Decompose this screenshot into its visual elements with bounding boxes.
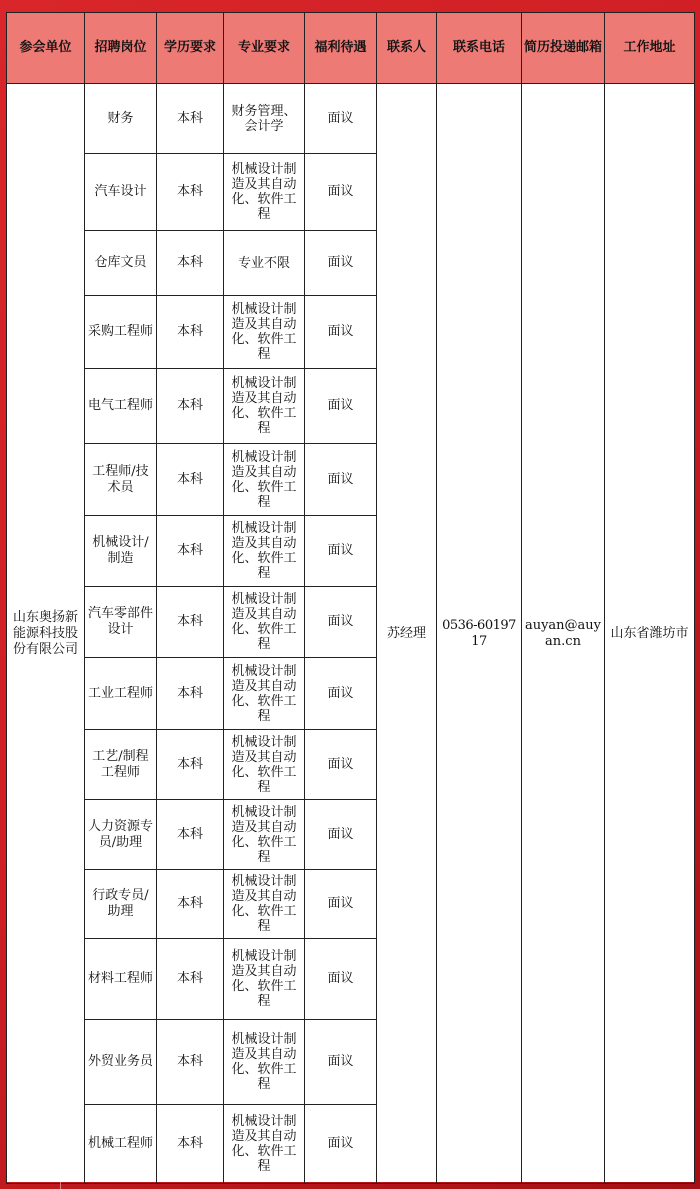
position-cell: 仓库文员 [85,231,157,296]
benefits-cell: 面议 [305,658,377,730]
benefits-cell: 面议 [305,516,377,587]
address-cell: 山东省潍坊市 [605,84,695,1184]
header-address: 工作地址 [605,13,695,84]
education-cell: 本科 [157,231,224,296]
education-cell: 本科 [157,939,224,1020]
benefits-cell: 面议 [305,1020,377,1105]
education-cell: 本科 [157,800,224,870]
benefits-cell: 面议 [305,800,377,870]
position-cell: 工程师/技术员 [85,444,157,516]
major-cell: 专业不限 [224,231,305,296]
major-cell: 机械设计制造及其自动化、软件工程 [224,800,305,870]
education-cell: 本科 [157,154,224,231]
position-cell: 机械设计/制造 [85,516,157,587]
education-cell: 本科 [157,84,224,154]
education-cell: 本科 [157,1105,224,1184]
email-cell: auyan@auyan.cn [522,84,605,1184]
benefits-cell: 面议 [305,730,377,800]
position-cell: 电气工程师 [85,369,157,444]
position-cell: 人力资源专员/助理 [85,800,157,870]
position-cell: 工业工程师 [85,658,157,730]
header-education: 学历要求 [157,13,224,84]
education-cell: 本科 [157,730,224,800]
header-phone: 联系电话 [437,13,522,84]
education-cell: 本科 [157,296,224,369]
recruitment-table-frame [6,12,694,1182]
header-major: 专业要求 [224,13,305,84]
table-row [7,84,695,154]
position-cell: 财务 [85,84,157,154]
decorative-shine [60,1182,91,1189]
major-cell: 机械设计制造及其自动化、软件工程 [224,369,305,444]
header-benefits: 福利待遇 [305,13,377,84]
education-cell: 本科 [157,516,224,587]
contact-cell: 苏经理 [377,84,437,1184]
phone-cell: 0536-6019717 [437,84,522,1184]
education-cell: 本科 [157,369,224,444]
major-cell: 机械设计制造及其自动化、软件工程 [224,516,305,587]
position-cell: 汽车设计 [85,154,157,231]
education-cell: 本科 [157,658,224,730]
major-cell: 机械设计制造及其自动化、软件工程 [224,730,305,800]
benefits-cell: 面议 [305,296,377,369]
major-cell: 财务管理、会计学 [224,84,305,154]
header-position: 招聘岗位 [85,13,157,84]
major-cell: 机械设计制造及其自动化、软件工程 [224,1020,305,1105]
header-contact: 联系人 [377,13,437,84]
benefits-cell: 面议 [305,154,377,231]
education-cell: 本科 [157,1020,224,1105]
table-body [7,84,695,1184]
benefits-cell: 面议 [305,870,377,939]
position-cell: 采购工程师 [85,296,157,369]
education-cell: 本科 [157,444,224,516]
benefits-cell: 面议 [305,1105,377,1184]
major-cell: 机械设计制造及其自动化、软件工程 [224,658,305,730]
benefits-cell: 面议 [305,369,377,444]
education-cell: 本科 [157,870,224,939]
major-cell: 机械设计制造及其自动化、软件工程 [224,296,305,369]
position-cell: 机械工程师 [85,1105,157,1184]
company-name-cell: 山东奥扬新能源科技股份有限公司 [7,84,85,1184]
major-cell: 机械设计制造及其自动化、软件工程 [224,870,305,939]
major-cell: 机械设计制造及其自动化、软件工程 [224,444,305,516]
position-cell: 行政专员/助理 [85,870,157,939]
position-cell: 外贸业务员 [85,1020,157,1105]
benefits-cell: 面议 [305,444,377,516]
major-cell: 机械设计制造及其自动化、软件工程 [224,939,305,1020]
major-cell: 机械设计制造及其自动化、软件工程 [224,1105,305,1184]
recruitment-table [6,12,695,1184]
benefits-cell: 面议 [305,587,377,658]
education-cell: 本科 [157,587,224,658]
header-email: 简历投递邮箱 [522,13,605,84]
header-company: 参会单位 [7,13,85,84]
position-cell: 材料工程师 [85,939,157,1020]
benefits-cell: 面议 [305,231,377,296]
header-row [7,13,695,84]
major-cell: 机械设计制造及其自动化、软件工程 [224,587,305,658]
benefits-cell: 面议 [305,939,377,1020]
position-cell: 工艺/制程工程师 [85,730,157,800]
position-cell: 汽车零部件设计 [85,587,157,658]
benefits-cell: 面议 [305,84,377,154]
major-cell: 机械设计制造及其自动化、软件工程 [224,154,305,231]
